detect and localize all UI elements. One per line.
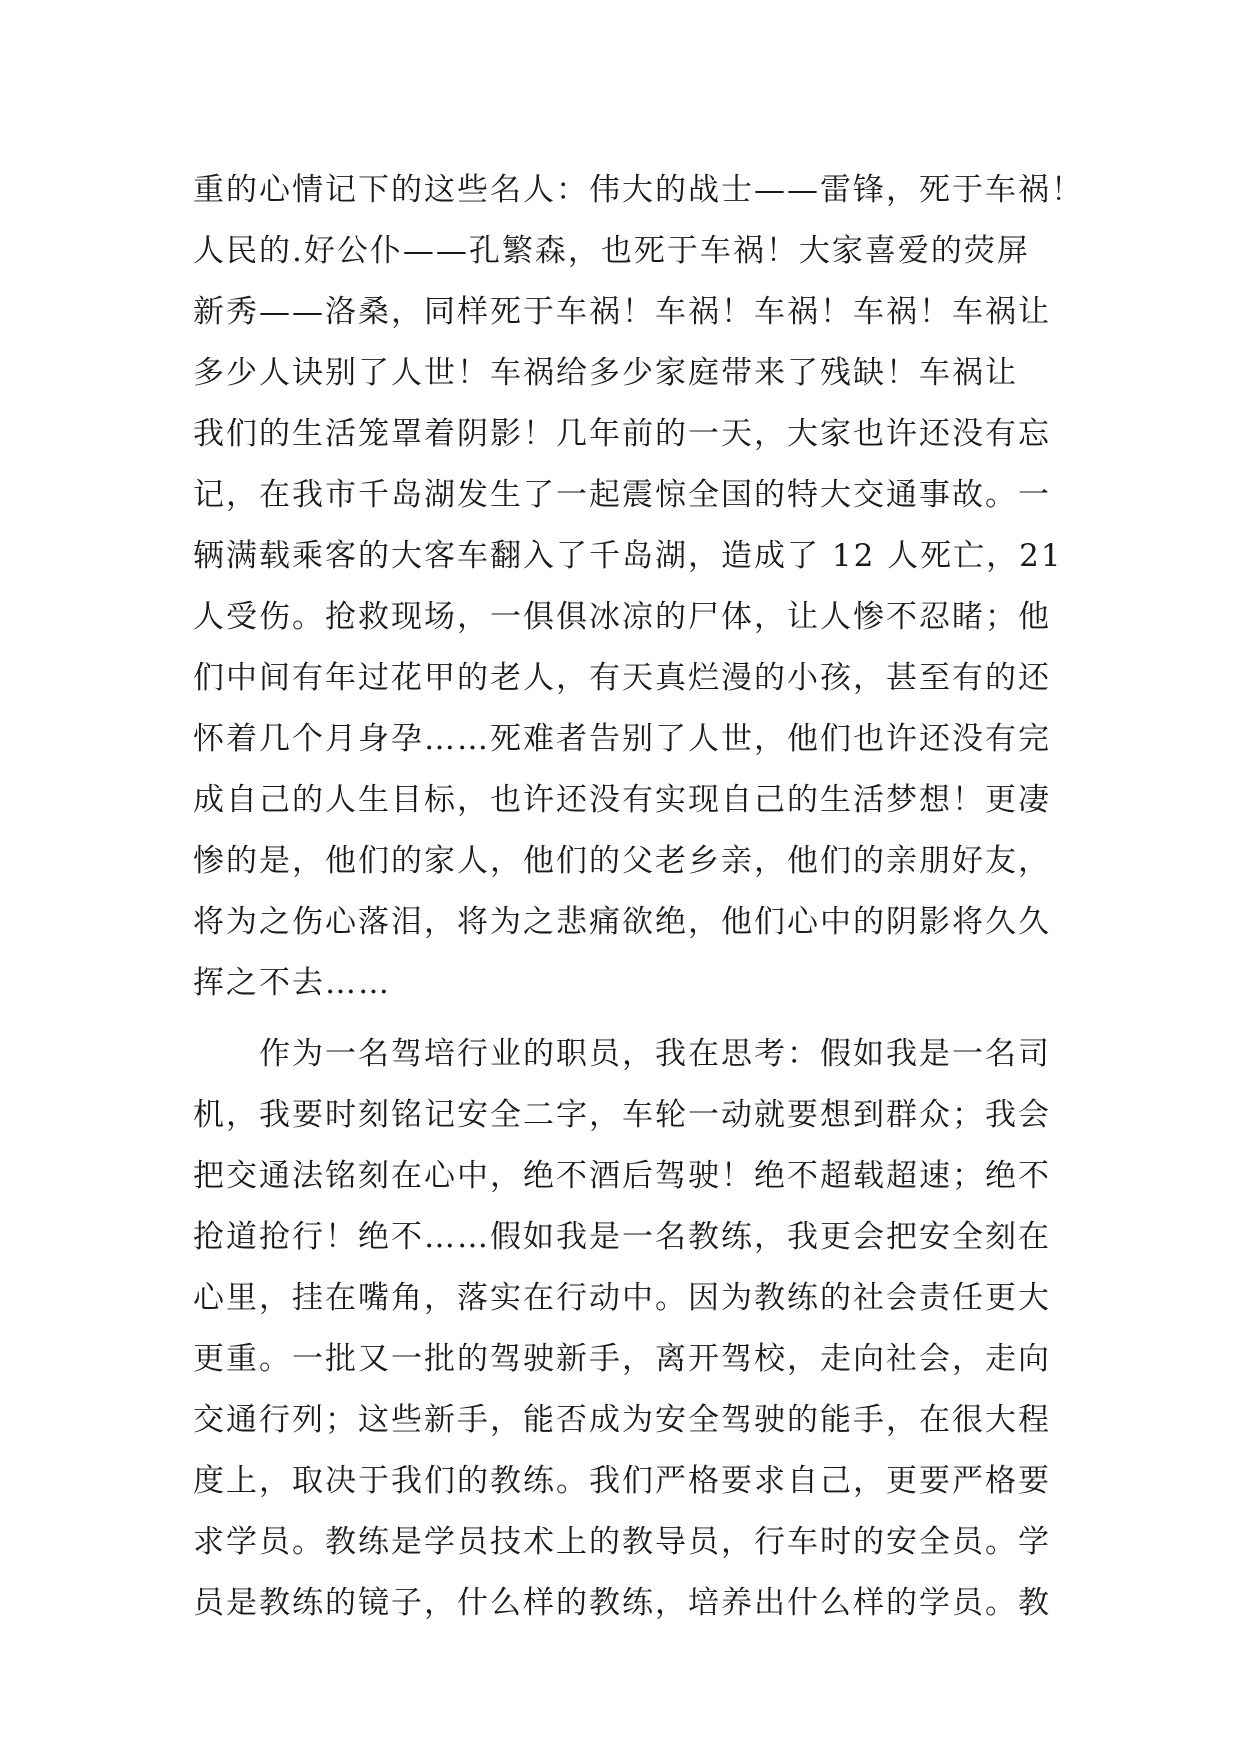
text-line: 们中间有年过花甲的老人，有天真烂漫的小孩，甚至有的还 <box>193 660 1051 696</box>
text-line: 挥之不去…… <box>193 965 391 1001</box>
text-line: 多少人诀别了人世！车祸给多少家庭带来了残缺！车祸让 <box>193 355 1018 391</box>
paragraph-2 <box>193 1024 1053 1634</box>
text-line: 重的心情记下的这些名人：伟大的战士——雷锋，死于车祸！ <box>193 172 1084 208</box>
text-line: 怀着几个月身孕……死难者告别了人世，他们也许还没有完 <box>193 721 1051 757</box>
text-line: 作为一名驾培行业的职员，我在思考：假如我是一名司 <box>259 1036 1051 1072</box>
text-line: 心里，挂在嘴角，落实在行动中。因为教练的社会责任更大 <box>193 1280 1051 1316</box>
text-line: 人受伤。抢救现场，一俱俱冰凉的尸体，让人惨不忍睹；他 <box>193 599 1051 635</box>
text-line: 把交通法铭刻在心中，绝不酒后驾驶！绝不超载超速；绝不 <box>193 1158 1051 1194</box>
text-line: 更重。一批又一批的驾驶新手，离开驾校，走向社会，走向 <box>193 1341 1051 1377</box>
text-line: 交通行列；这些新手，能否成为安全驾驶的能手，在很大程 <box>193 1402 1051 1438</box>
text-line: 求学员。教练是学员技术上的教导员，行车时的安全员。学 <box>193 1524 1051 1560</box>
text-line: 抢道抢行！绝不……假如我是一名教练，我更会把安全刻在 <box>193 1219 1051 1255</box>
text-line: 员是教练的镜子，什么样的教练，培养出什么样的学员。教 <box>193 1585 1051 1621</box>
text-line: 人民的.好公仆——孔繁森，也死于车祸！大家喜爱的荧屏 <box>193 233 1030 269</box>
text-line: 惨的是，他们的家人，他们的父老乡亲，他们的亲朋好友， <box>193 843 1051 879</box>
text-line: 机，我要时刻铭记安全二字，车轮一动就要想到群众；我会 <box>193 1097 1051 1133</box>
text-line: 将为之伤心落泪，将为之悲痛欲绝，他们心中的阴影将久久 <box>193 904 1051 940</box>
text-line: 我们的生活笼罩着阴影！几年前的一天，大家也许还没有忘 <box>193 416 1051 452</box>
text-line: 记，在我市千岛湖发生了一起震惊全国的特大交通事故。一 <box>193 477 1051 513</box>
text-line: 度上，取决于我们的教练。我们严格要求自己，更要严格要 <box>193 1463 1051 1499</box>
text-line: 辆满载乘客的大客车翻入了千岛湖，造成了 12 人死亡，21 <box>193 538 1063 574</box>
text-line: 新秀——洛桑，同样死于车祸！车祸！车祸！车祸！车祸让 <box>193 294 1051 330</box>
text-line: 成自己的人生目标，也许还没有实现自己的生活梦想！更凄 <box>193 782 1051 818</box>
document-body <box>193 160 1084 1634</box>
paragraph-1 <box>193 160 1084 1014</box>
